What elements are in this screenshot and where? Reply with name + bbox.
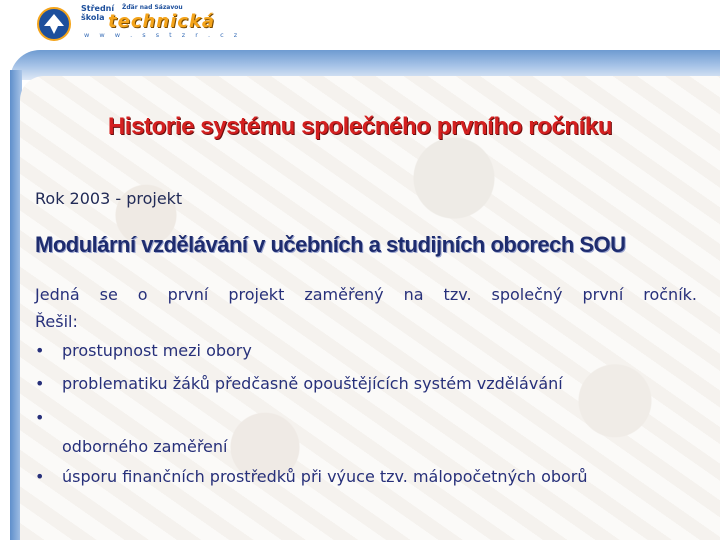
list-item-text: problematiku žáků předčasně opouštějících systém vzdělávání	[62, 374, 563, 393]
paragraph-line: Jedná se o první projekt zaměřený na tzv. společný první ročník.	[35, 285, 697, 304]
slide-body	[35, 280, 697, 493]
logo-web-address: w w w . s s t z r . c z	[84, 31, 242, 39]
bullet-icon: •	[35, 341, 45, 360]
slide-subtitle: Rok 2003 - projekt	[35, 189, 183, 208]
logo-school-text: Střední škola	[81, 4, 115, 22]
header	[0, 0, 720, 52]
list-item-text: úsporu finančních prostředků při výuce tzv. málopočetných oborů	[62, 467, 588, 486]
list-item	[35, 400, 697, 460]
bullet-list	[35, 334, 697, 493]
bullet-icon: •	[35, 374, 45, 393]
logo-location-text: Žďár nad Sázavou	[122, 4, 183, 11]
section-heading: Modulární vzdělávání v učebních a studijních oborech SOU	[35, 232, 626, 257]
paragraph-label: Řešil:	[35, 312, 78, 331]
school-logo-icon	[36, 6, 72, 42]
logo-name: technická	[108, 11, 216, 32]
list-item-text: prostupnost mezi obory	[62, 341, 252, 360]
bullet-icon: •	[35, 408, 45, 427]
list-item-text: odborného zaměření	[62, 437, 228, 456]
bullet-icon: •	[35, 467, 45, 486]
list-item	[35, 367, 697, 400]
list-item	[35, 460, 697, 493]
list-item	[35, 334, 697, 367]
slide-title: Historie systému společného prvního ročníku	[107, 113, 613, 140]
